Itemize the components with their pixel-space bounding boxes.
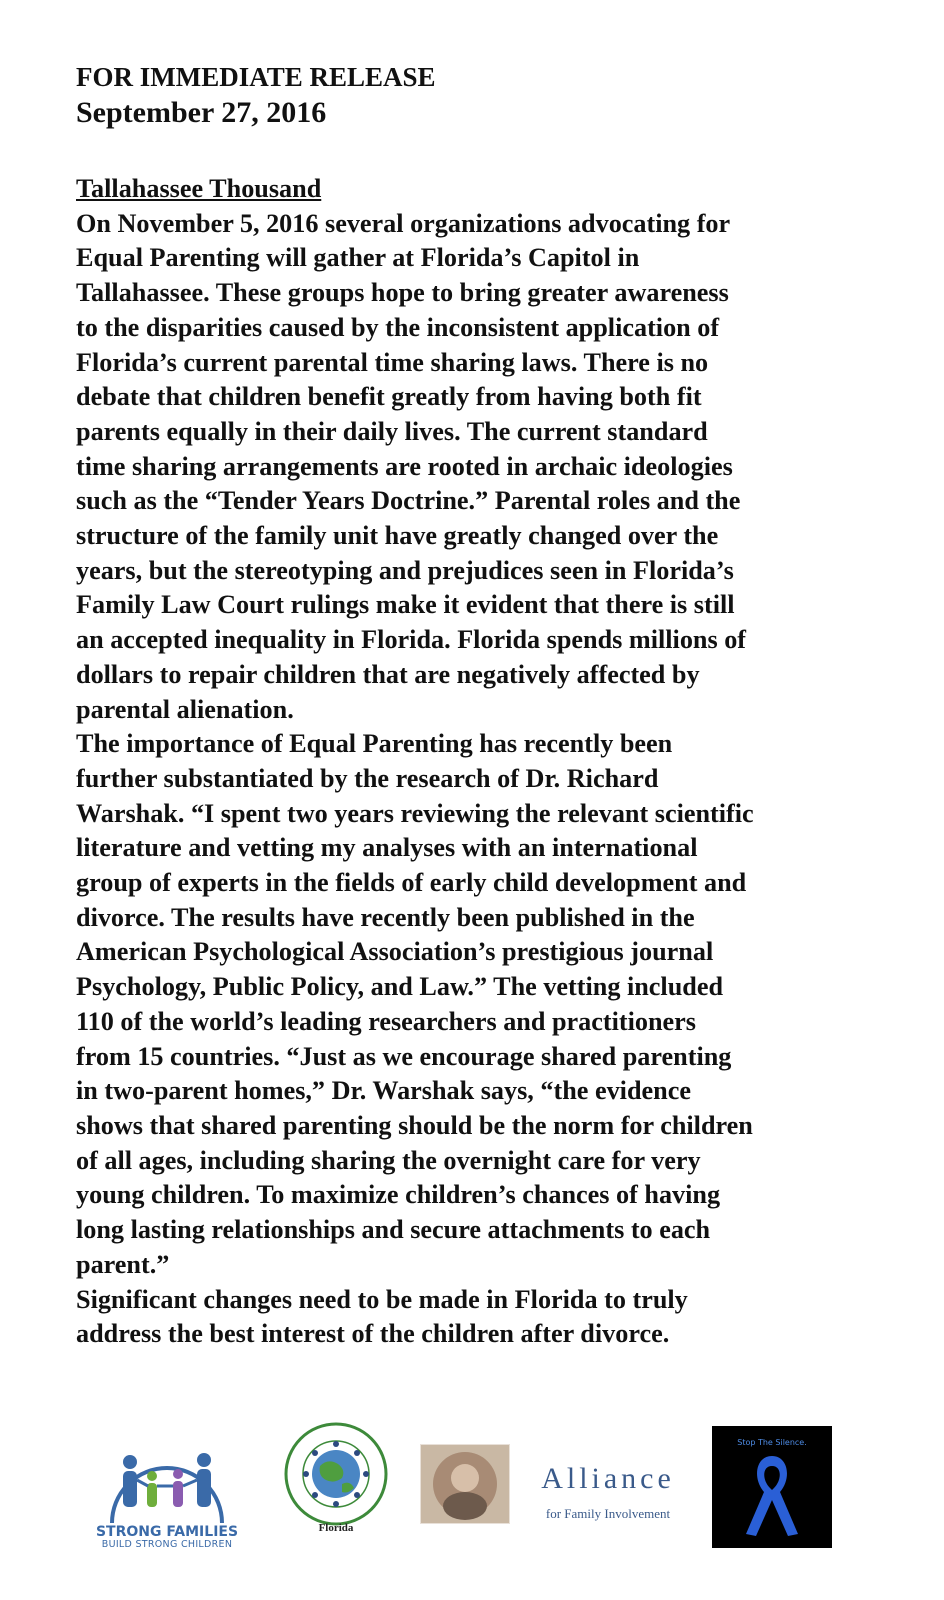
body-line: Equal Parenting will gather at Florida’s Capitol in xyxy=(76,243,640,273)
body-line: such as the “Tender Years Doctrine.” Parental roles and the xyxy=(76,486,741,516)
blue-ribbon-icon xyxy=(712,1426,832,1548)
alliance-tagline: for Family Involvement xyxy=(545,1506,671,1521)
child-photo-logo xyxy=(420,1444,510,1524)
release-date: September 27, 2016 xyxy=(76,96,327,129)
release-label: FOR IMMEDIATE RELEASE xyxy=(76,62,436,92)
body-line: The importance of Equal Parenting has recently been xyxy=(76,729,673,759)
release-body xyxy=(76,172,876,1352)
alliance-name: Alliance xyxy=(541,1462,675,1495)
alliance-logo xyxy=(522,1462,694,1532)
release-header xyxy=(76,60,436,132)
body-line: American Psychological Association’s prestigious journal xyxy=(76,937,714,967)
body-line: further substantiated by the research of Dr. Richard xyxy=(76,763,659,793)
body-line: Warshak. “I spent two years reviewing the relevant scientific xyxy=(76,798,754,828)
body-line: Psychology, Public Policy, and Law.” The vetting included xyxy=(76,972,724,1002)
family-silhouette-icon xyxy=(82,1428,252,1528)
strong-families-subtitle: BUILD STRONG CHILDREN xyxy=(101,1539,233,1550)
stop-the-silence-text: Stop The Silence. xyxy=(737,1438,807,1447)
body-line: of all ages, including sharing the overnight care for very xyxy=(76,1145,701,1175)
body-line: time sharing arrangements are rooted in archaic ideologies xyxy=(76,451,733,481)
body-line: from 15 countries. “Just as we encourage shared parenting xyxy=(76,1041,732,1071)
body-line: parents equally in their daily lives. The current standard xyxy=(76,416,708,446)
body-line: Significant changes need to be made in Florida to truly xyxy=(76,1284,688,1314)
body-heading: Tallahassee Thousand xyxy=(76,174,322,203)
body-line: an accepted inequality in Florida. Florida spends millions of xyxy=(76,625,747,655)
body-line: Family Law Court rulings make it evident that there is still xyxy=(76,590,735,620)
body-line: long lasting relationships and secure attachments to each xyxy=(76,1215,711,1245)
fathers-rights-logo xyxy=(276,1422,396,1552)
body-line: Florida’s current parental time sharing laws. There is no xyxy=(76,347,709,377)
body-line: structure of the family unit have greatly changed over the xyxy=(76,521,719,551)
body-line: debate that children benefit greatly from having both fit xyxy=(76,382,702,412)
body-line: address the best interest of the children after divorce. xyxy=(76,1319,670,1349)
strong-families-title: STRONG FAMILIES xyxy=(95,1524,239,1540)
body-line: parental alienation. xyxy=(76,694,294,724)
body-line: literature and vetting my analyses with an international xyxy=(76,833,698,863)
body-line: shows that shared parenting should be the norm for children xyxy=(76,1110,753,1140)
sponsor-logos xyxy=(0,1420,944,1600)
body-line: On November 5, 2016 several organizations advocating for xyxy=(76,208,731,238)
body-line: Tallahassee. These groups hope to bring greater awareness xyxy=(76,278,729,308)
strong-families-logo xyxy=(82,1428,252,1558)
globe-emblem-icon xyxy=(276,1422,396,1532)
body-line: young children. To maximize children’s chances of having xyxy=(76,1180,721,1210)
stop-the-silence-logo xyxy=(712,1426,832,1548)
body-line: dollars to repair children that are negatively affected by xyxy=(76,659,700,689)
body-line: 110 of the world’s leading researchers and practitioners xyxy=(76,1006,696,1036)
body-line: divorce. The results have recently been published in the xyxy=(76,902,695,932)
body-line: years, but the stereotyping and prejudices seen in Florida’s xyxy=(76,555,734,585)
body-line: group of experts in the fields of early child development and xyxy=(76,868,747,898)
body-line: in two-parent homes,” Dr. Warshak says, “the evidence xyxy=(76,1076,691,1106)
body-line: parent.” xyxy=(76,1249,170,1279)
fathers-rights-region: Florida xyxy=(318,1522,354,1534)
body-line: to the disparities caused by the inconsistent application of xyxy=(76,312,720,342)
child-photo-image xyxy=(420,1444,510,1524)
